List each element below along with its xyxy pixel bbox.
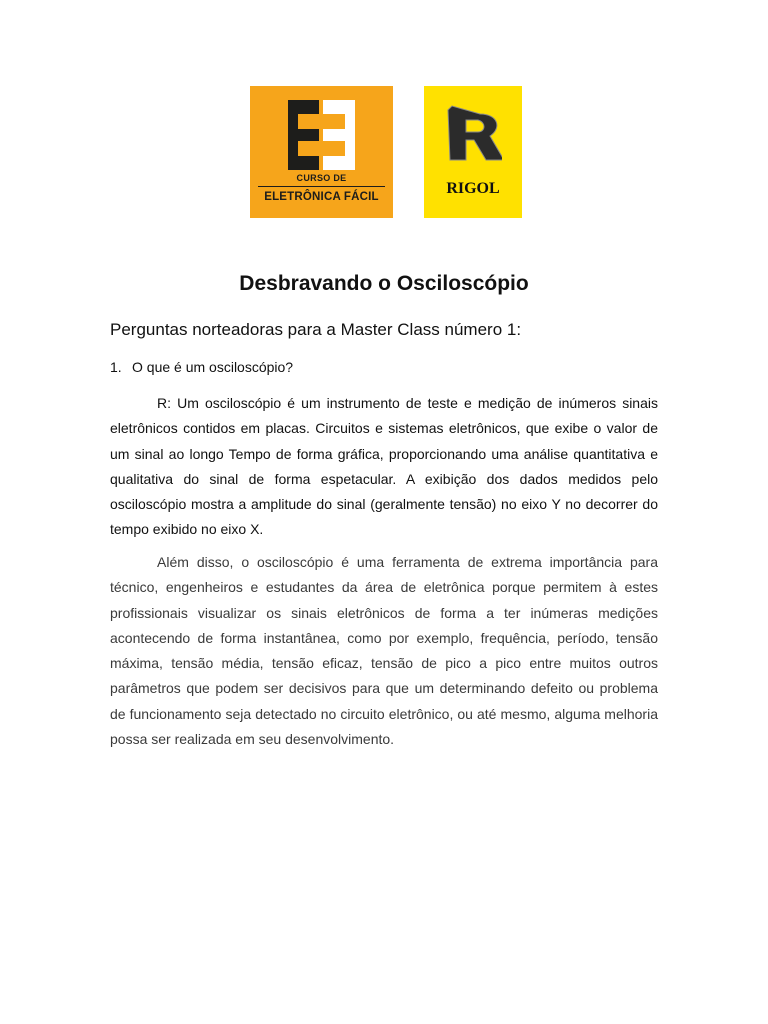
rigol-r-icon xyxy=(446,104,502,162)
question-text: O que é um osciloscópio? xyxy=(132,359,294,375)
ef-logo-divider xyxy=(258,186,385,187)
question-item xyxy=(110,359,293,375)
ef-monogram-icon xyxy=(288,100,355,170)
rigol-logo xyxy=(424,86,522,218)
rigol-logo-text: RIGOL xyxy=(446,180,500,197)
document-subtitle: Perguntas norteadoras para a Master Class número 1: xyxy=(110,320,522,339)
answer-paragraph: R: Um osciloscópio é um instrumento de teste e medição de inúmeros sinais eletrônicos contidos em placas. Circuitos e sistemas eletrônicos, que exibe o valor de um sinal ao longo Tempo de forma gráfica, proporcionando uma análise quantitativa e qualitativa do sinal de forma espetacular. A exibição dos dados medidos pelo osciloscópio mostra a amplitude do sinal (geralmente tensão) no eixo Y no decorrer do tempo exibido no eixo X. xyxy=(110,395,658,538)
eletronica-facil-logo xyxy=(250,86,393,218)
question-number: 1. xyxy=(110,359,122,375)
document-title: Desbravando o Osciloscópio xyxy=(239,272,529,295)
ef-logo-line1: CURSO DE xyxy=(296,173,347,183)
ef-logo-line2: ELETRÔNICA FÁCIL xyxy=(264,191,379,203)
body-paragraph: Além disso, o osciloscópio é uma ferramenta de extrema importância para técnico, engenheiros e estudantes da área de eletrônica porque permitem à estes profissionais visualizar os sinais eletrônicos de forma a ter inúmeras medições acontecendo de forma instantânea, como por exemplo, frequência, período, tensão máxima, tensão média, tensão eficaz, tensão de pico a pico entre muitos outros parâmetros que podem ser decisivos para que um determinando defeito ou problema de funcionamento seja detectado no circuito eletrônico, ou até mesmo, alguma melhoria possa ser realizada em seu desenvolvimento. xyxy=(110,554,658,748)
